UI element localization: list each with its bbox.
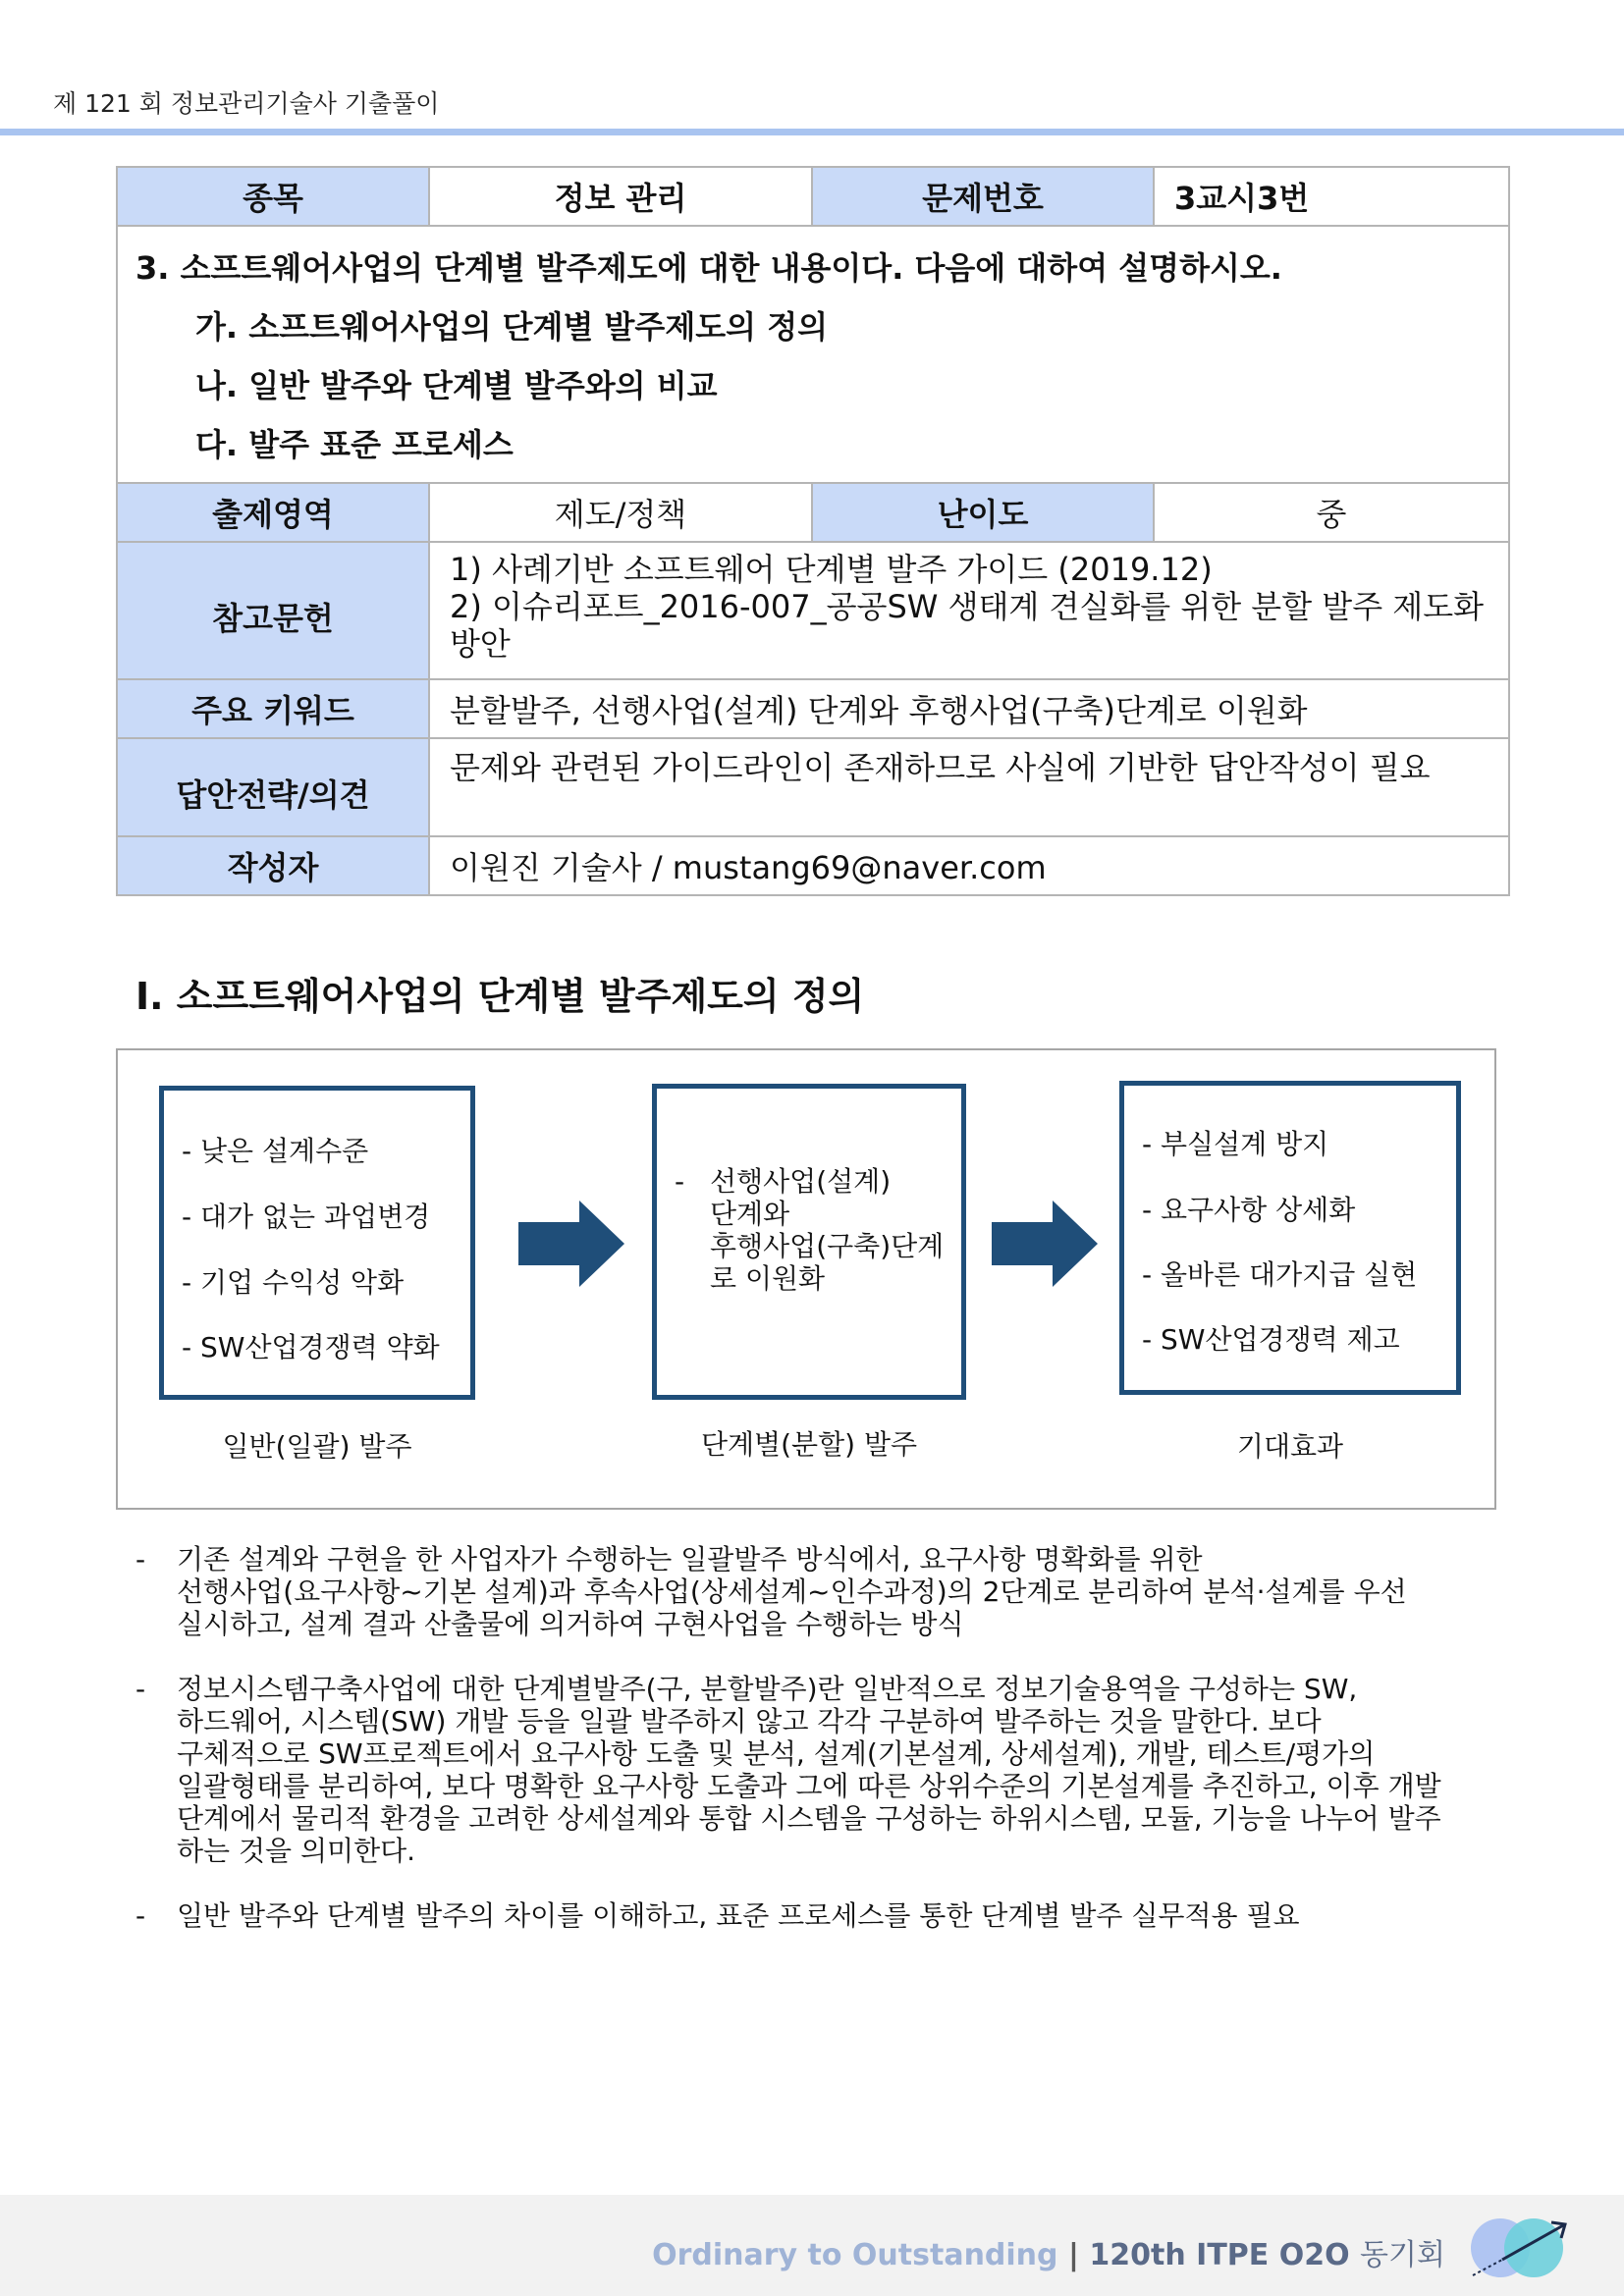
bullet-line: 일반 발주와 단계별 발주의 차이를 이해하고, 표준 프로세스를 통한 단계별 발주 실무적용 필요: [177, 1899, 1300, 1932]
table-row: [117, 167, 1509, 226]
o2o-logo-icon: [1467, 2211, 1575, 2279]
diagram-line: 단계와: [710, 1198, 790, 1230]
refs-cell: [429, 542, 1509, 679]
bullet-line: 기존 설계와 구현을 한 사업자가 수행하는 일괄발주 방식에서, 요구사항 명확화를 위한: [177, 1543, 1203, 1575]
definition-bullets: [135, 1543, 1510, 1964]
diagram-line: 후행사업(구축)단계: [710, 1230, 945, 1262]
info-table: [116, 166, 1510, 896]
bullet-line: 일괄형태를 분리하여, 보다 명확한 요구사항 도출과 그에 따른 상위수준의 기본설계를 추진하고, 이후 개발: [177, 1770, 1441, 1802]
diagram-item: - 대가 없는 과업변경: [182, 1201, 431, 1233]
footer-separator: |: [1067, 2238, 1079, 2272]
bullet-line: 하드웨어, 시스템(SW) 개발 등을 일괄 발주하지 않고 각각 구분하여 발주하는 것을 말한다. 보다: [177, 1705, 1322, 1737]
question-item: 가. 소프트웨어사업의 단계별 발주제도의 정의: [195, 308, 829, 346]
footer-group: 동기회: [1360, 2238, 1445, 2272]
bullet-line: 실시하고, 설계 결과 산출물에 의거하여 구현사업을 수행하는 방식: [177, 1608, 964, 1640]
footer-slogan: Ordinary to Outstanding: [652, 2238, 1058, 2272]
area-label: 출제영역: [117, 483, 429, 542]
bullet-line: 단계에서 물리적 환경을 고려한 상세설계와 통합 시스템을 구성하는 하위시스템, 모듈, 기능을 나누어 발주: [177, 1802, 1441, 1835]
table-row: [117, 679, 1509, 738]
diagram-item: - SW산업경쟁력 제고: [1142, 1323, 1400, 1356]
table-row: [117, 836, 1509, 895]
strategy-value: 문제와 관련된 가이드라인이 존재하므로 사실에 기반한 답안작성이 필요: [429, 738, 1509, 836]
author-value: 이원진 기술사 / mustang69@naver.com: [429, 836, 1509, 895]
diagram-caption: 단계별(분할) 발주: [700, 1428, 918, 1461]
subject-value: 정보 관리: [429, 167, 812, 226]
bullet-item: [135, 1543, 1510, 1640]
diagram-item: - 요구사항 상세화: [1142, 1194, 1356, 1226]
qnum-label: 문제번호: [812, 167, 1154, 226]
bullet-line: 선행사업(요구사항~기본 설계)과 후속사업(상세설계~인수과정)의 2단계로 분리하여 분석·설계를 우선: [177, 1575, 1407, 1608]
footer-text: [652, 2230, 1445, 2273]
bullet-dash: -: [135, 1899, 146, 1932]
diagram-frame: [116, 1048, 1496, 1510]
bullet-line: 정보시스템구축사업에 대한 단계별발주(구, 분할발주)란 일반적으로 정보기술용역을 구성하는 SW,: [177, 1673, 1358, 1705]
diagram-staged-text: [710, 1165, 944, 1295]
bullet-line: 하는 것을 의미한다.: [177, 1835, 416, 1867]
bullet-line: 구체적으로 SW프로젝트에서 요구사항 도출 및 분석, 설계(기본설계, 상세설계), 개발, 테스트/평가의: [177, 1737, 1376, 1770]
table-row: [117, 542, 1509, 679]
author-label: 작성자: [117, 836, 429, 895]
footer-org: 120th ITPE O2O: [1089, 2238, 1350, 2272]
diagram-caption: 기대효과: [1236, 1430, 1344, 1463]
arrow-right-icon: [518, 1201, 624, 1287]
ref-item: 2) 이슈리포트_2016-007_공공SW 생태계 견실화를 위한 분할 발주 제도화 방안: [450, 588, 1485, 663]
diagram-dash: -: [675, 1165, 685, 1198]
difficulty-label: 난이도: [812, 483, 1154, 542]
table-row: [117, 483, 1509, 542]
diagram-item: - SW산업경쟁력 약화: [182, 1331, 440, 1363]
difficulty-value: 중: [1154, 483, 1509, 542]
header-rule: [0, 129, 1624, 135]
refs-label: 참고문헌: [117, 542, 429, 679]
bullet-dash: -: [135, 1543, 146, 1575]
diagram-box-general: [159, 1086, 475, 1400]
question-cell: [117, 226, 1509, 483]
bullet-item: [135, 1673, 1510, 1867]
bullet-item: [135, 1899, 1510, 1932]
diagram-line: 로 이원화: [710, 1262, 826, 1295]
subject-label: 종목: [117, 167, 429, 226]
bullet-dash: -: [135, 1673, 146, 1705]
table-row: [117, 738, 1509, 836]
diagram-box-staged: [652, 1084, 966, 1400]
question-main: 3. 소프트웨어사업의 단계별 발주제도에 대한 내용이다. 다음에 대하여 설명하시오.: [135, 249, 1282, 287]
keywords-label: 주요 키워드: [117, 679, 429, 738]
ref-item: 1) 사례기반 소프트웨어 단계별 발주 가이드 (2019.12): [450, 551, 1213, 588]
diagram-caption: 일반(일괄) 발주: [222, 1430, 412, 1463]
area-value: 제도/정책: [429, 483, 812, 542]
diagram-item: - 낮은 설계수준: [182, 1135, 369, 1167]
diagram-item: - 기업 수익성 악화: [182, 1266, 405, 1299]
table-row: [117, 226, 1509, 483]
qnum-value: 3교시3번: [1154, 167, 1509, 226]
diagram-item: - 부실설계 방지: [1142, 1128, 1329, 1160]
section-title: I. 소프트웨어사업의 단계별 발주제도의 정의: [135, 975, 865, 1018]
diagram-line: 선행사업(설계): [710, 1165, 892, 1198]
arrow-right-icon: [992, 1201, 1098, 1287]
keywords-value: 분할발주, 선행사업(설계) 단계와 후행사업(구축)단계로 이원화: [429, 679, 1509, 738]
strategy-label: 답안전략/의견: [117, 738, 429, 836]
diagram-item: - 올바른 대가지급 실현: [1142, 1258, 1418, 1291]
diagram-box-effects: [1119, 1081, 1461, 1395]
question-item: 다. 발주 표준 프로세스: [195, 426, 514, 463]
page-header: 제 121 회 정보관리기술사 기출풀이: [53, 89, 440, 118]
question-item: 나. 일반 발주와 단계별 발주와의 비교: [195, 367, 718, 404]
